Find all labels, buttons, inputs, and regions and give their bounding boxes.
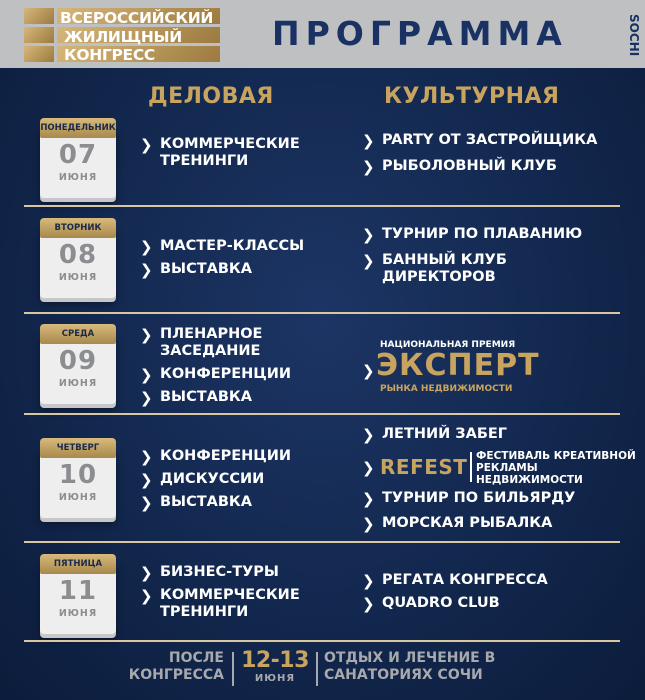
row-divider xyxy=(24,312,620,314)
city-label: SOCHI xyxy=(627,13,641,57)
list-item: ❯ КОНФЕРЕНЦИИ xyxy=(140,448,291,466)
congress-logo xyxy=(24,8,222,62)
logo-line-3: КОНГРЕСС xyxy=(64,46,155,64)
footer-dates: 12-13 xyxy=(241,648,309,673)
calendar-date: 11 xyxy=(58,576,98,606)
list-item: ❯ РЕГАТА КОНГРЕССА xyxy=(362,572,548,590)
chevron-right-icon: ❯ xyxy=(362,132,375,150)
calendar-icon xyxy=(40,123,116,198)
list-item: ❯ ТУРНИР ПО БИЛЬЯРДУ xyxy=(362,490,576,508)
chevron-right-icon: ❯ xyxy=(140,238,153,256)
calendar-month: ИЮНЯ xyxy=(58,172,98,183)
chevron-right-icon: ❯ xyxy=(140,326,153,344)
calendar-weekday: ПОНЕДЕЛЬНИК xyxy=(40,118,116,138)
culture-list xyxy=(362,132,624,181)
chevron-right-icon: ❯ xyxy=(362,572,375,590)
chevron-right-icon: ❯ xyxy=(140,448,153,466)
list-item: ❯ БИЗНЕС-ТУРЫ xyxy=(140,564,279,582)
footer-month: ИЮНЯ xyxy=(254,673,296,684)
chevron-right-icon: ❯ xyxy=(140,471,153,489)
culture-list-bottom xyxy=(362,490,624,538)
chevron-right-icon: ❯ xyxy=(362,158,375,176)
logo-text xyxy=(60,10,220,64)
day-row-friday xyxy=(24,548,620,640)
calendar-weekday: ЧЕТВЕРГ xyxy=(40,438,116,458)
business-list xyxy=(140,238,330,284)
list-item: ❯ ТУРНИР ПО ПЛАВАНИЮ xyxy=(362,226,583,244)
column-header-business: ДЕЛОВАЯ xyxy=(148,84,274,109)
row-divider xyxy=(24,413,620,415)
header-bar xyxy=(0,0,645,68)
row-divider xyxy=(24,205,620,207)
list-item: ❯ КОММЕРЧЕСКИЕ ТРЕНИНГИ xyxy=(140,587,300,620)
calendar-month: ИЮНЯ xyxy=(58,608,98,619)
calendar-month: ИЮНЯ xyxy=(58,378,98,389)
business-list xyxy=(140,136,330,176)
refest-separator xyxy=(470,452,472,482)
list-item: ❯ ВЫСТАВКА xyxy=(140,389,252,407)
chevron-right-icon: ❯ xyxy=(362,490,375,508)
calendar-month: ИЮНЯ xyxy=(58,492,98,503)
list-item: ❯ ЛЕТНИЙ ЗАБЕГ xyxy=(362,426,508,444)
chevron-right-icon: ❯ xyxy=(362,226,375,244)
row-divider xyxy=(24,541,620,543)
logo-line-1: ВСЕРОССИЙСКИЙ xyxy=(60,9,214,27)
list-item: ❯ КОНФЕРЕНЦИИ xyxy=(140,366,291,384)
day-row-monday xyxy=(24,118,620,204)
footer-note xyxy=(0,650,645,690)
calendar-date: 09 xyxy=(58,346,98,376)
chevron-right-icon: ❯ xyxy=(362,362,375,380)
footer-after-congress: ПОСЛЕ КОНГРЕССА xyxy=(128,650,224,683)
culture-list xyxy=(362,572,624,618)
expert-award-logo xyxy=(362,340,562,400)
award-top-text: НАЦИОНАЛЬНАЯ ПРЕМИЯ xyxy=(380,340,516,350)
footer-separator xyxy=(316,652,318,686)
chevron-right-icon: ❯ xyxy=(140,366,153,384)
chevron-right-icon: ❯ xyxy=(140,136,153,154)
logo-line-2: ЖИЛИЩНЫЙ xyxy=(64,27,182,46)
chevron-right-icon: ❯ xyxy=(362,515,375,533)
business-list xyxy=(140,326,291,412)
refest-festival-logo xyxy=(362,450,642,486)
column-header-culture: КУЛЬТУРНАЯ xyxy=(384,84,560,109)
chevron-right-icon: ❯ xyxy=(362,252,375,270)
list-item: ❯ МОРСКАЯ РЫБАЛКА xyxy=(362,515,553,533)
list-item: ❯ КОММЕРЧЕСКИЕ ТРЕНИНГИ xyxy=(140,136,300,169)
calendar-icon xyxy=(40,329,116,404)
day-row-thursday xyxy=(24,420,636,540)
chevron-right-icon: ❯ xyxy=(362,459,375,477)
award-name: ЭКСПЕРТ xyxy=(376,348,540,383)
list-item: ❯ БАННЫЙ КЛУБ ДИРЕКТОРОВ xyxy=(362,252,507,285)
culture-list-top xyxy=(362,426,624,449)
calendar-month: ИЮНЯ xyxy=(58,272,98,283)
list-item: ❯ ВЫСТАВКА xyxy=(140,261,252,279)
page-title: ПРОГРАММА xyxy=(272,14,568,53)
list-item: ❯ PARTY ОТ ЗАСТРОЙЩИКА xyxy=(362,132,598,150)
list-item: ❯ ВЫСТАВКА xyxy=(140,494,252,512)
day-row-tuesday xyxy=(24,212,620,310)
calendar-icon xyxy=(40,443,116,518)
list-item: ❯ МАСТЕР-КЛАССЫ xyxy=(140,238,305,256)
footer-separator xyxy=(232,652,234,686)
calendar-weekday: ВТОРНИК xyxy=(40,218,116,238)
calendar-weekday: ПЯТНИЦА xyxy=(40,554,116,574)
list-item: ❯ ПЛЕНАРНОЕ ЗАСЕДАНИЕ xyxy=(140,326,263,359)
chevron-right-icon: ❯ xyxy=(140,261,153,279)
chevron-right-icon: ❯ xyxy=(140,564,153,582)
award-bottom-text: РЫНКА НЕДВИЖИМОСТИ xyxy=(380,384,513,394)
chevron-right-icon: ❯ xyxy=(140,494,153,512)
footer-rest-text: ОТДЫХ И ЛЕЧЕНИЕ В САНАТОРИЯХ СОЧИ xyxy=(324,650,496,683)
list-item: ❯ ДИСКУССИИ xyxy=(140,471,265,489)
calendar-icon xyxy=(40,559,116,634)
chevron-right-icon: ❯ xyxy=(140,587,153,605)
culture-list xyxy=(362,226,624,292)
refest-name: REFEST xyxy=(380,455,468,479)
chevron-right-icon: ❯ xyxy=(362,595,375,613)
calendar-date: 07 xyxy=(58,140,98,170)
business-list xyxy=(140,448,330,517)
calendar-icon xyxy=(40,223,116,298)
calendar-weekday: СРЕДА xyxy=(40,324,116,344)
row-divider xyxy=(24,640,620,642)
chevron-right-icon: ❯ xyxy=(140,389,153,407)
chevron-right-icon: ❯ xyxy=(362,426,375,444)
refest-description: ФЕСТИВАЛЬ КРЕАТИВНОЙ РЕКЛАМЫ НЕДВИЖИМОСТИ xyxy=(476,450,636,486)
list-item: ❯ РЫБОЛОВНЫЙ КЛУБ xyxy=(362,158,557,176)
day-row-wednesday xyxy=(24,318,620,412)
calendar-date: 10 xyxy=(58,460,98,490)
calendar-date: 08 xyxy=(58,240,98,270)
list-item: ❯ QUADRO CLUB xyxy=(362,595,500,613)
business-list xyxy=(140,564,330,627)
